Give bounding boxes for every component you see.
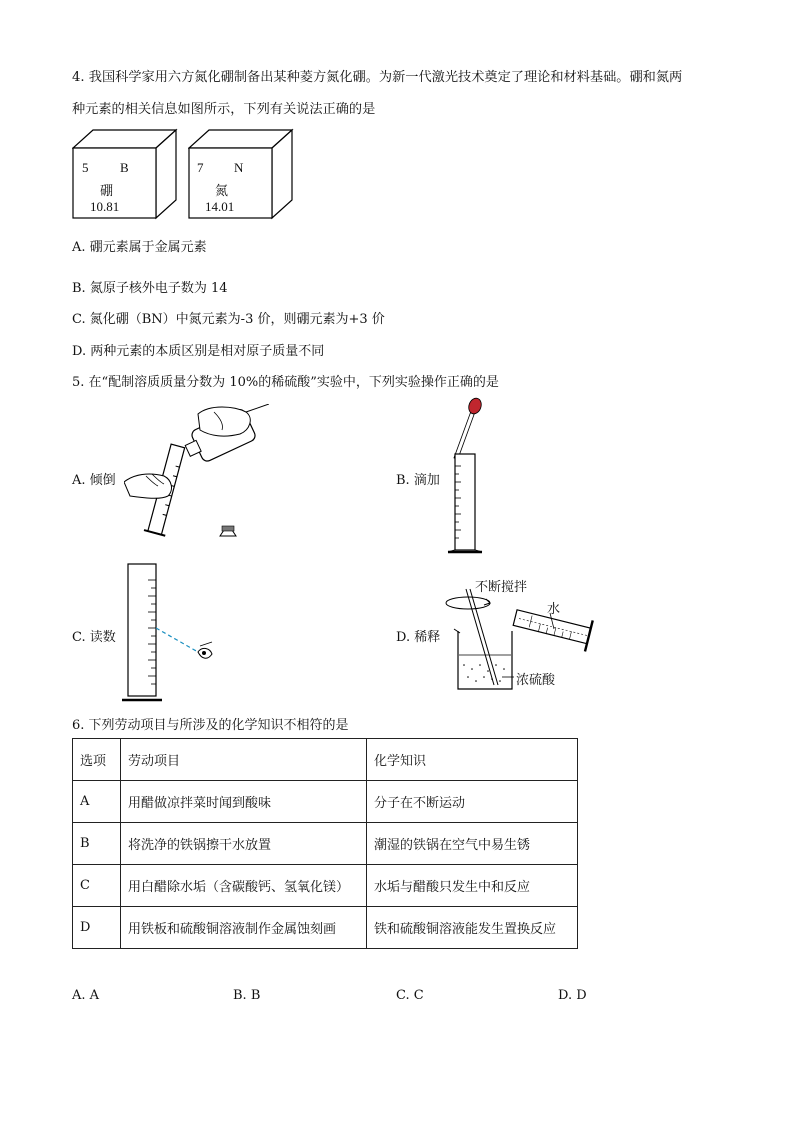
q6-answer-b: B. B [233,988,261,1003]
table-row [73,865,578,907]
cell-knowledge: 潮湿的铁锅在空气中易生锈 [367,823,578,865]
q4-stem-line1: 4. 我国科学家用六方氮化硼制备出某种菱方氮化硼。为新一代激光技术奠定了理论和材料基础。硼和氮两 [72,70,683,85]
table-header-row [73,739,578,781]
cell-knowledge: 分子在不断运动 [367,781,578,823]
q4-option-c: C. 氮化硼（BN）中氮元素为-3 价，则硼元素为+3 价 [72,312,385,327]
cell-option: D [73,907,121,949]
q4-option-b: B. 氮原子核外电子数为 14 [72,281,228,296]
q4-stem-line2: 种元素的相关信息如图所示，下列有关说法正确的是 [72,102,376,117]
q5-stem: 5. 在“配制溶质质量分数为 10%的稀硫酸”实验中，下列实验操作正确的是 [72,375,499,390]
fig-d-label: D. 稀释 [396,630,441,645]
nitrogen-number: 7 [197,160,204,175]
figure-reading [120,560,220,706]
q6-answer-c: C. C [396,988,424,1003]
cell-knowledge: 铁和硫酸铜溶液能发生置换反应 [367,907,578,949]
boron-mass: 10.81 [90,199,120,214]
q4-option-a: A. 硼元素属于金属元素 [72,240,207,255]
cell-labor: 用醋做凉拌菜时闻到酸味 [121,781,367,823]
table-row [73,907,578,949]
fig-a-label: A. 倾倒 [72,473,116,488]
nitrogen-mass: 14.01 [205,199,235,214]
boron-number: 5 [82,160,89,175]
cell-option: B [73,823,121,865]
figure-dropping [445,396,495,558]
table-row [73,781,578,823]
header-labor: 劳动项目 [121,739,367,781]
nitrogen-name: 氮 [215,184,229,199]
q6-stem: 6. 下列劳动项目与所涉及的化学知识不相符的是 [72,718,349,733]
boron-symbol: B [120,160,129,175]
annotation-stir: 不断搅拌 [475,580,528,595]
figure-pouring [124,404,269,549]
fig-c-label: C. 读数 [72,630,116,645]
annotation-water: 水 [547,602,561,617]
cell-labor: 用铁板和硫酸铜溶液制作金属蚀刻画 [121,907,367,949]
q6-answer-a: A. A [72,988,100,1003]
q6-table [72,738,578,949]
cell-knowledge: 水垢与醋酸只发生中和反应 [367,865,578,907]
fig-b-label: B. 滴加 [396,473,440,488]
cell-labor: 将洗净的铁锅擦干水放置 [121,823,367,865]
cell-option: C [73,865,121,907]
q6-answer-d: D. D [558,988,587,1003]
q4-option-d: D. 两种元素的本质区别是相对原子质量不同 [72,344,325,359]
boron-name: 硼 [100,184,114,199]
header-knowledge: 化学知识 [367,739,578,781]
table-row [73,823,578,865]
cell-labor: 用白醋除水垢（含碳酸钙、氢氧化镁） [121,865,367,907]
cell-option: A [73,781,121,823]
nitrogen-symbol: N [234,160,244,175]
header-option: 选项 [73,739,121,781]
annotation-acid: 浓硫酸 [516,673,556,688]
